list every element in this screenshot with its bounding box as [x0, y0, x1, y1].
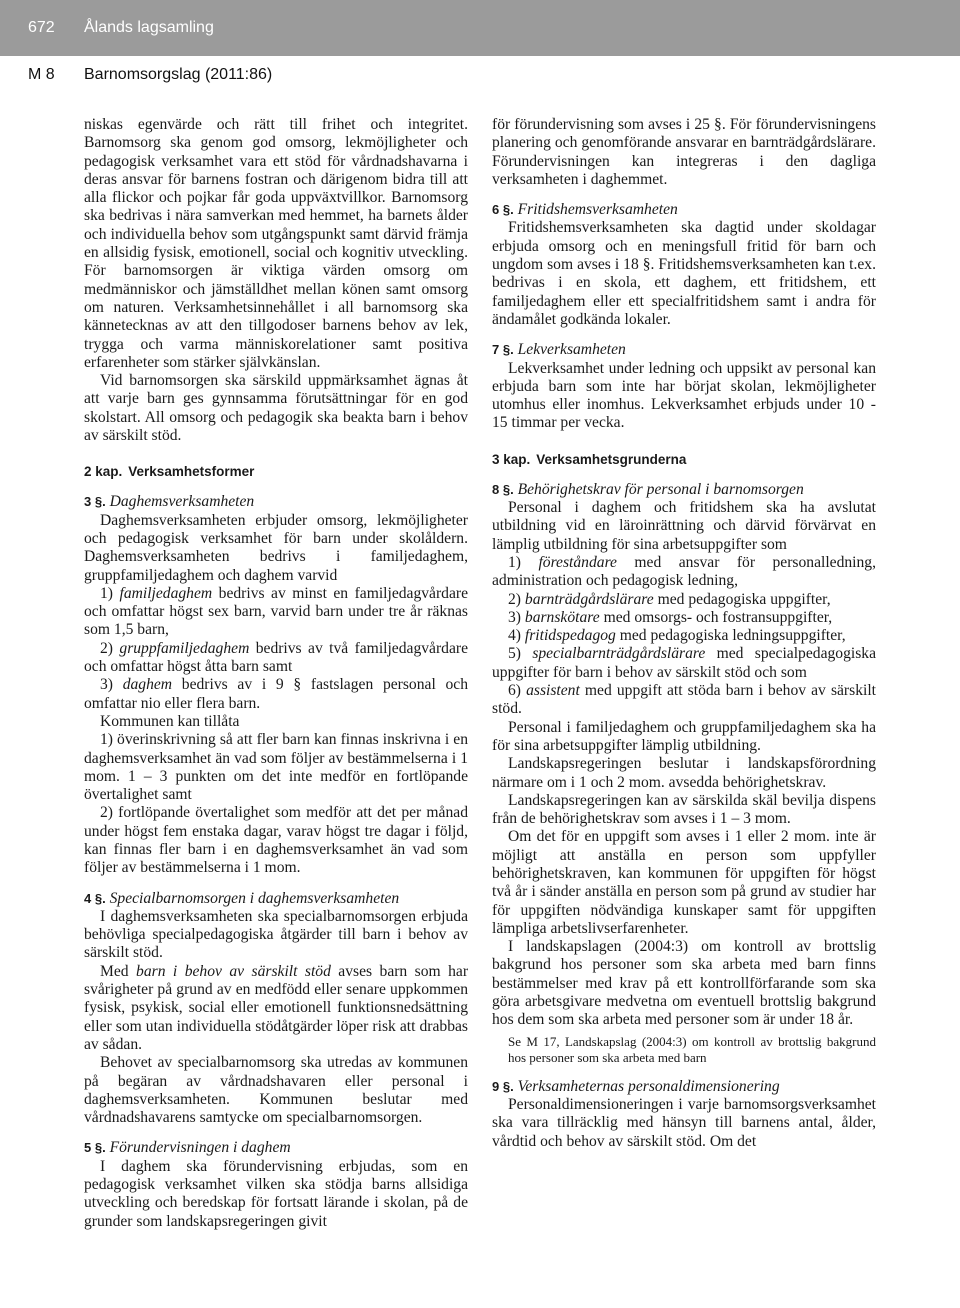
section-title: Förundervisningen i daghem [109, 1139, 291, 1157]
list-item: 5) specialbarnträdgårdslärare med specialpedagogiska uppgifter för barn i behov av särskilt stöd och som [492, 645, 877, 681]
right-column [492, 116, 876, 1151]
section-heading [492, 481, 876, 499]
paragraph: niskas egenvärde och rätt till frihet och integritet. Barnomsorg ska genom god omsorg, lekmöjligheter och pedagogisk verksamhet vara ett stöd för vårdnadshavarna i deras ansvar för barnens fostran och därigenom bidra till att alla flickor och pojkar får goda uppväxtvillkor. Barnomsorg ska bedrivas i nära samverkan med hemmet, ha barnets ålder och individuella behov som utgångspunkt samt därvid främja en allsidig fysisk, emotionell, social och kognitiv utveckling. För barnomsorgen är viktiga värden omsorg om medmänniskor och jämställdhet mellan könen samt omsorg om naturen. Verksamhetsinnehållet i all barnomsorg ska kännetecknas av att den tillgodoser barnens behov av lek, trygga och varma människorelationer samt positiva erfarenheter som stärker självkänslan. [84, 116, 468, 371]
defined-term: barn i behov av särskilt stöd [136, 962, 331, 980]
section-title: Specialbarnomsorgen i daghemsverksamheten [109, 889, 400, 907]
book-title: Ålands lagsamling [84, 19, 214, 36]
list-item: 6) assistent med uppgift att stöda barn i behov av särskilt stöd. [492, 682, 876, 718]
law-subheader [0, 66, 960, 88]
paragraph: Lekverksamhet under ledning och uppsikt av personal kan erbjuda barn som inte har börjat skolan, lekmöjligheter utomhus eller inomhus. Lekverksamhet erbjuds under 10 - 15 timmar per vecka. [492, 359, 876, 432]
chapter-number: 2 kap. [84, 464, 123, 480]
defined-term: barnskötare [524, 608, 600, 626]
list-item: 3) daghem bedrivs av i 9 § fastslagen personal och omfattar nio eller flera barn. [84, 676, 468, 712]
left-column [84, 116, 468, 1231]
list-item: 1) överinskrivning så att fler barn kan finnas inskrivna i en daghemsverksamhet än vad som följer av bestämmelserna i 1 mom. 1 – 3 punkten om det inte medför en fortlöpande övertalighet samt [84, 731, 468, 804]
list-item: 1) familjedaghem bedrivs av minst en familjedagvårdare och omfattar högst sex barn, varvid barn under tre år räknas som 1,5 barn, [84, 584, 469, 639]
paragraph: Personaldimensioneringen i varje barnomsorgsverksamhet ska vara tillräcklig med hänsyn till barnens antal, ålder, vårdtid och behov av särskilt stöd. Om det [492, 1095, 876, 1150]
section-heading [84, 493, 468, 511]
defined-term: familjedaghem [119, 584, 213, 602]
paragraph: I daghemsverksamheten ska specialbarnomsorgen erbjuda behövliga specialpedagogiska åtgärder till barn i behov av särskilt stöd. [84, 907, 468, 962]
list-item: 4) fritidspedagog med pedagogiska ledningsuppgifter, [508, 627, 846, 645]
section-number: 8 §. [492, 481, 514, 497]
defined-term: daghem [122, 676, 173, 694]
list-item: 3) barnskötare med omsorgs- och fostransuppgifter, [508, 608, 833, 626]
section-heading [492, 1078, 876, 1096]
paragraph: för förundervisning som avses i 25 §. För förundervisningens planering och genomförande ansvarar en barnträdgårdslärare. Förundervisningen kan integreras i den dagliga verksamheten i daghemmet. [492, 116, 876, 188]
law-title: Barnomsorgslag (2011:86) [84, 66, 273, 83]
section-number: 4 §. [84, 890, 106, 906]
cross-reference-note: Se M 17, Landskapslag (2004:3) om kontroll av brottslig bakgrund hos personer som ska arbeta med barn [508, 1033, 876, 1065]
section-title: Lekverksamheten [517, 341, 626, 359]
paragraph: Daghemsverksamheten erbjuder omsorg, lekmöjligheter och pedagogisk verksamhet för barn under skolåldern. Daghemsverksamheten bedrivs i familjedaghem, gruppfamiljedaghem och daghem varvid [84, 511, 468, 584]
section-title: Fritidshemsverksamheten [517, 201, 678, 219]
section-number: 3 §. [84, 494, 106, 510]
defined-term: gruppfamiljedaghem [119, 639, 250, 657]
list-item: 1) föreståndare med ansvar för personalledning, administration och pedagogisk ledning, [492, 553, 876, 590]
chapter-heading [84, 463, 468, 481]
paragraph: Landskapsregeringen kan av särskilda skäl bevilja dispens från de behörighetskrav som avses i 1 – 3 mom. [492, 791, 876, 828]
section-heading [84, 1139, 468, 1157]
defined-term: fritidspedagog [524, 627, 616, 645]
paragraph: Kommunen kan tillåta [100, 712, 240, 730]
paragraph: Landskapsregeringen beslutar i landskapsförordning närmare om i 1 och 2 mom. avsedda behörighetskrav. [492, 755, 876, 791]
paragraph: Vid barnomsorgen ska särskild uppmärksamhet ägnas åt att varje barn ges gynnsamma förutsättningar för en god skolstart. All omsorg och pedagogik ska beakta barn i behov av särskilt stöd. [84, 372, 468, 445]
defined-term: barnträdgårdslärare [524, 590, 654, 608]
defined-term: föreståndare [538, 553, 617, 571]
section-heading [492, 341, 876, 359]
section-number: 7 §. [492, 342, 514, 358]
list-item: 2) fortlöpande övertalighet som medför att det per månad under högst fem enstaka dagar, varav högst tre dagar i följd, kan finnas fler barn i en daghemsverksamhet än vad som följer av bestämmelserna i 1 mom. [84, 804, 468, 877]
section-heading [492, 201, 876, 219]
section-number: 5 §. [84, 1140, 106, 1156]
section-number: 6 §. [492, 202, 514, 218]
section-title: Behörighetskrav för personal i barnomsorgen [517, 480, 804, 498]
section-title: Daghemsverksamheten [109, 493, 255, 511]
paragraph: Med barn i behov av särskilt stöd avses barn som har svårigheter på grund av en medfödd eller senare uppkommen fysisk, psykisk, social eller emotionell funktionsnedsättning eller som utan individuella stödåtgärder löper risk att drabbas av sådan. [84, 962, 469, 1053]
paragraph: Personal i familjedaghem och gruppfamiljedaghem ska ha för sina arbetsuppgifter lämplig utbildning. [492, 718, 876, 754]
chapter-number: 3 kap. [492, 451, 531, 467]
list-item: 2) barnträdgårdslärare med pedagogiska uppgifter, [508, 590, 831, 608]
section-title: Verksamheternas personaldimensionering [517, 1077, 780, 1095]
defined-term: assistent [526, 682, 580, 700]
chapter-heading [492, 451, 876, 469]
chapter-title: Verksamhetsgrunderna [536, 451, 687, 467]
page-number: 672 [28, 19, 55, 36]
page-header-bar [0, 0, 960, 56]
law-code: M 8 [28, 66, 55, 83]
section-number: 9 §. [492, 1078, 514, 1094]
chapter-title: Verksamhetsformer [128, 464, 255, 480]
section-heading [84, 890, 468, 908]
paragraph: Fritidshemsverksamheten ska dagtid under skoldagar erbjuda omsorg och en meningsfull fritid för barn och ungdom som avses i 18 §. Fritidshemsverksamheten kan t.ex. bedrivas i en skola, ett daghem, ett fritidshem, ett familjedaghem eller ett specialfritidshem samt i andra för ändamålet godkända lokaler. [492, 219, 876, 328]
defined-term: specialbarnträdgårdslärare [532, 645, 706, 663]
paragraph: I landskapslagen (2004:3) om kontroll av brottslig bakgrund hos personer som ska arbeta med barn finns bestämmelser med krav på ett kontrollförfarande som ska göra arbetsgivare medvetna om eventuell brottslig bakgrund hos dem som ska arbeta med personer som är under 18 år. [492, 938, 876, 1029]
list-item: 2) gruppfamiljedaghem bedrivs av två familjedagvårdare och omfattar högst åtta barn samt [84, 639, 468, 676]
paragraph: I daghem ska förundervisning erbjudas, som en pedagogisk verksamhet vilken ska stödja barns allsidiga utveckling och beredskap för fortsatt lärande i skolan, på de grunder som landskapsregeringen givit [84, 1157, 468, 1230]
paragraph: Personal i daghem och fritidshem ska ha avslutat utbildning vid en läroinrättning och därvid förvärvat en lämplig utbildning för sina arbetsuppgifter som [492, 499, 876, 553]
paragraph: Om det för en uppgift som avses i 1 eller 2 mom. inte är möjligt att anställa en person som uppfyller behörighetskraven, kan kommunen för uppgiften för högst två år i sänder anställa en person som på grund av studier har för uppgiften nödvändiga kunskaper samt för uppgiften lämpliga arbetslivserfarenheter. [492, 828, 876, 937]
paragraph: Behovet av specialbarnomsorg ska utredas av kommunen på begäran av vårdnadshavaren eller personal i daghemsverksamheten. Kommunen beslutar med vårdnadshavarens samtycke om specialbarnomsorgen. [84, 1054, 468, 1127]
